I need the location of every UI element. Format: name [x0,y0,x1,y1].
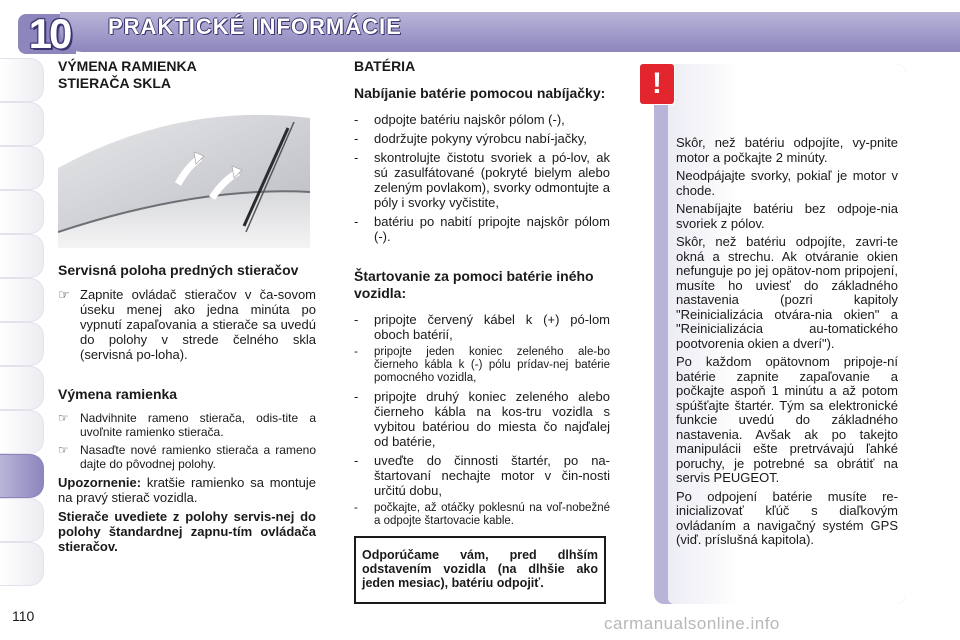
charging-steps-list [354,112,610,244]
list-item: - pripojte druhý koniec zeleného alebo čierneho kábla na kos-tru vozidla s vybitou batériou do miesta čo najďalej od batérie, [354,389,610,449]
page-number: 110 [12,608,35,624]
service-position-heading: Servisná poloha predných stieračov [58,262,299,278]
warning-text [676,136,898,552]
section-title-wiper: VÝMENA RAMIENKA STIERAČA SKLA [58,58,197,91]
replace-bullet-list [58,411,316,471]
chapter-tab[interactable] [0,278,44,322]
list-item: - pripojte červený kábel k (+) pó-lom oboch batérií, [354,312,610,342]
warning-paragraph: Neodpájajte svorky, pokiaľ je motor v chode. [676,168,898,198]
warning-paragraph: Nenabíjajte batériu bez odpoje-nia svoriek z pólov. [676,201,898,231]
chapter-number: 10 [28,10,70,57]
list-item: ☞ Zapnite ovládač stieračov v ča-sovom úseku menej ako jedna minúta po vypnutí zapaľovania a stierače sa uvedú do polohy v strede čelného skla (servisná po-loha). [58,287,316,362]
chapter-tab[interactable] [0,498,44,542]
battery-section [354,58,610,532]
pointing-hand-icon: ☞ [58,411,69,425]
list-item: - uveďte do činnosti štartér, po na-štartovaní nechajte motor v čin-nosti určitú dobu, [354,453,610,498]
pointing-hand-icon: ☞ [58,287,70,302]
wiper-section [58,58,316,554]
chapter-tab[interactable] [0,190,44,234]
chapter-tab[interactable] [0,542,44,586]
service-bullet-list [58,287,316,362]
list-item: - počkajte, až otáčky poklesnú na voľ-nobežné a odpojte štartovacie kable. [354,502,610,527]
chapter-tab-active[interactable] [0,454,44,498]
chapter-tab[interactable] [0,102,44,146]
final-instruction: Stierače uvediete z polohy servis-nej do polohy štandardnej zapnu-tím ovládača stieračov. [58,509,316,554]
list-item: - pripojte jeden koniec zeleného ale-bo čierneho kábla k (-) pólu prídav-nej batérie pomocného vozidla, [354,346,610,384]
jump-start-steps-list [354,312,610,528]
note-paragraph: Upozornenie: kratšie ramienko sa montuje na pravý stierač vozidla. [58,475,316,505]
section-title-battery: BATÉRIA [354,58,416,74]
chapter-tab[interactable] [0,322,44,366]
warning-paragraph: Skôr, než batériu odpojíte, zavri-te okná a strechu. Ak otváranie okien nefunguje po jej opätov-nom pripojení, musíte ho uviesť do základného nastavenia (pozri kapitoly "Reinicializácia otvára-nia okien" a "Reinicializácia au-tomatického pootvorenia okien a dverí"). [676,234,898,351]
jump-start-heading: Štartovanie za pomoci batérie iného vozidla: [354,268,594,301]
chapter-tab[interactable] [0,146,44,190]
chapter-tab-strip [0,58,44,598]
charging-heading: Nabíjanie batérie pomocou nabíjačky: [354,85,606,101]
watermark: carmanualsonline.info [604,614,780,633]
list-item: - odpojte batériu najskôr pólom (-), [354,112,565,127]
warning-exclamation-icon: ! [640,64,674,104]
warning-paragraph: Po odpojení batérie musíte re-inicializovať kľúč s diaľkovým ovládaním a navigačný systém GPS (viď. príslušná kapitola). [676,488,898,547]
list-item: ☞ Nasaďte nové ramienko stierača a rameno dajte do pôvodnej polohy. [58,443,316,471]
chapter-tab[interactable] [0,234,44,278]
windshield-wiper-illustration [58,108,310,248]
warning-paragraph: Skôr, než batériu odpojíte, vy-pnite motor a počkajte 2 minúty. [676,135,898,165]
chapter-tab[interactable] [0,58,44,102]
list-item: ☞ Nadvihnite rameno stierača, odis-tite a uvoľnite ramienko stierača. [58,411,316,439]
page-title: PRAKTICKÉ INFORMÁCIE [108,14,402,39]
recommendation-box: Odporúčame vám, pred dlhším odstavením vozidla (na dlhšie ako jeden mesiac), batériu odpojiť. [354,536,606,604]
list-item: - batériu po nabití pripojte najskôr pólom (-). [354,214,610,244]
warning-paragraph: Po každom opätovnom pripoje-ní batérie zapnite zapaľovanie a počkajte aspoň 1 minútu a až potom spúšťajte štartér. Tým sa elektronické funkcie uvedú do základného nastavenia. Avšak ak po takejto manipulácii ešte pretrvávajú ľahké poruchy, je potrebné sa obrátiť na servis PEUGEOT. [676,354,898,485]
list-item: - dodržujte pokyny výrobcu nabí-jačky, [354,131,587,146]
chapter-tab[interactable] [0,366,44,410]
chapter-tab[interactable] [0,410,44,454]
pointing-hand-icon: ☞ [58,443,69,457]
list-item: - skontrolujte čistotu svoriek a pó-lov, ak sú zasulfátované (pokryté bielym alebo zeleným povlakom), svorky odmontujte a póly i svorky vyčistite, [354,150,610,210]
replace-blade-heading: Výmena ramienka [58,386,178,402]
